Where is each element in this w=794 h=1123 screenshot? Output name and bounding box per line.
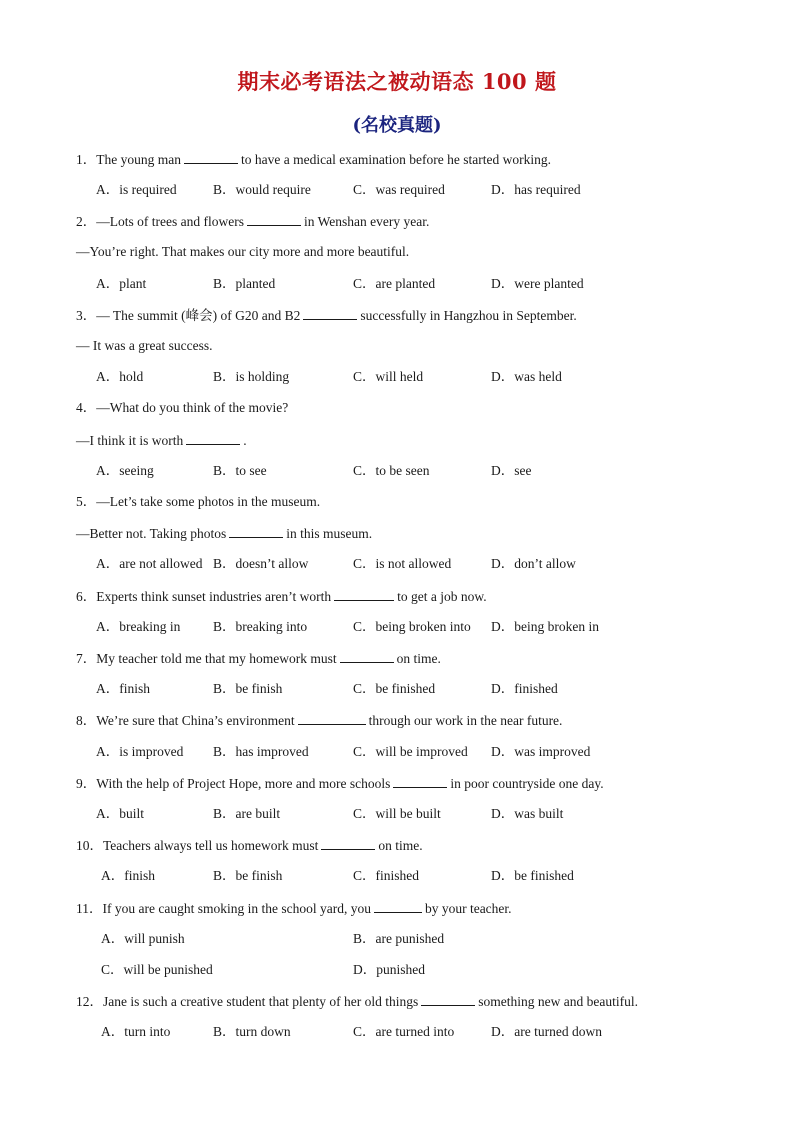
dialogue-reply: — It was a great success.	[76, 338, 213, 353]
option-b[interactable]: B．planted	[213, 276, 276, 291]
option-b[interactable]: B．would require	[213, 182, 311, 197]
answer-blank	[247, 212, 301, 226]
question-text: My teacher told me that my homework must	[96, 651, 337, 666]
question-number: 2．	[76, 214, 97, 229]
option-c[interactable]: C．will be punished	[101, 962, 213, 977]
option-b[interactable]: B．to see	[213, 463, 267, 478]
option-c[interactable]: C．are turned into	[353, 1024, 455, 1039]
dialogue-reply: —You’re right. That makes our city more and more beautiful.	[76, 244, 410, 259]
question-number: 10．	[76, 838, 103, 853]
option-a[interactable]: A．is required	[96, 182, 177, 197]
reply-text: .	[243, 433, 247, 448]
option-c[interactable]: C．will be improved	[353, 744, 468, 759]
question-7	[76, 649, 441, 668]
option-b[interactable]: B．are punished	[353, 931, 445, 946]
question-text: —Lots of trees and flowers	[96, 214, 244, 229]
option-a[interactable]: A．finish	[101, 868, 155, 883]
question-text: —What do you think of the movie?	[96, 400, 289, 415]
option-d[interactable]: D．be finished	[491, 868, 574, 883]
option-c[interactable]: C．was required	[353, 182, 445, 197]
option-a[interactable]: A．seeing	[96, 463, 154, 478]
question-12	[76, 992, 638, 1011]
answer-blank	[321, 836, 375, 850]
option-a[interactable]: A．built	[96, 806, 145, 821]
answer-blank	[298, 711, 366, 725]
question-text: something new and beautiful.	[478, 994, 639, 1009]
option-a[interactable]: A．plant	[96, 276, 147, 291]
question-text: Teachers always tell us homework must	[103, 838, 319, 853]
option-c[interactable]: C．finished	[353, 868, 419, 883]
option-b[interactable]: B．has improved	[213, 744, 309, 759]
option-d[interactable]: D．don’t allow	[491, 556, 576, 571]
question-text: successfully in Hangzhou in September.	[360, 308, 577, 323]
question-6	[76, 587, 487, 606]
question-text: on time.	[396, 651, 441, 666]
option-d[interactable]: D．punished	[353, 962, 425, 977]
question-text: through our work in the near future.	[368, 713, 563, 728]
answer-blank	[374, 899, 422, 913]
question-text: If you are caught smoking in the school yard, you	[102, 901, 371, 916]
option-d[interactable]: D．see	[491, 463, 532, 478]
option-d[interactable]: D．was improved	[491, 744, 591, 759]
question-text: Experts think sunset industries aren’t worth	[96, 589, 332, 604]
question-number: 6．	[76, 589, 97, 604]
option-c[interactable]: C．is not allowed	[353, 556, 452, 571]
question-text: —Let’s take some photos in the museum.	[96, 494, 321, 509]
option-a[interactable]: A．turn into	[101, 1024, 171, 1039]
question-number: 3．	[76, 308, 97, 323]
option-c[interactable]: C．are planted	[353, 276, 436, 291]
question-11	[76, 899, 512, 918]
option-b[interactable]: B．be finish	[213, 681, 283, 696]
question-number: 11．	[76, 901, 103, 916]
reply-text: —I think it is worth	[76, 433, 184, 448]
question-text: Jane is such a creative student that plenty of her old things	[103, 994, 419, 1009]
option-b[interactable]: B．doesn’t allow	[213, 556, 309, 571]
question-8	[76, 711, 562, 730]
option-c[interactable]: C．be finished	[353, 681, 436, 696]
question-text: in poor countryside one day.	[450, 776, 604, 791]
option-d[interactable]: D．finished	[491, 681, 558, 696]
question-number: 5．	[76, 494, 97, 509]
option-a[interactable]: A．is improved	[96, 744, 184, 759]
answer-blank	[184, 150, 238, 164]
option-b[interactable]: B．turn down	[213, 1024, 291, 1039]
question-3	[76, 306, 577, 325]
answer-blank	[340, 649, 394, 663]
page-title: 期末必考语法之被动语态 100 题	[237, 69, 557, 94]
question-5	[76, 493, 320, 511]
question-text: We’re sure that China’s environment	[96, 713, 295, 728]
question-2	[76, 212, 429, 231]
question-text: in Wenshan every year.	[303, 214, 430, 229]
question-text: With the help of Project Hope, more and more schools	[96, 776, 391, 791]
option-c[interactable]: C．being broken into	[353, 619, 471, 634]
answer-blank	[393, 774, 447, 788]
question-number: 4．	[76, 400, 97, 415]
question-number: 7．	[76, 651, 97, 666]
question-text: The young man	[96, 152, 181, 167]
option-a[interactable]: A．hold	[96, 369, 144, 384]
option-c[interactable]: C．will be built	[353, 806, 441, 821]
dialogue-reply	[76, 431, 247, 450]
page-subtitle: (名校真题)	[352, 115, 442, 136]
option-b[interactable]: B．be finish	[213, 868, 283, 883]
answer-blank	[303, 306, 357, 320]
question-number: 1．	[76, 152, 97, 167]
question-text: on time.	[378, 838, 423, 853]
option-b[interactable]: B．breaking into	[213, 619, 308, 634]
answer-blank	[186, 431, 240, 445]
question-4	[76, 399, 288, 417]
question-10	[76, 836, 423, 855]
option-d[interactable]: D．has required	[491, 182, 581, 197]
option-c[interactable]: C．will held	[353, 369, 424, 384]
option-d[interactable]: D．are turned down	[491, 1024, 602, 1039]
option-b[interactable]: B．are built	[213, 806, 281, 821]
question-number: 9．	[76, 776, 97, 791]
question-text: to get a job now.	[397, 589, 487, 604]
option-c[interactable]: C．to be seen	[353, 463, 430, 478]
option-a[interactable]: A．breaking in	[96, 619, 181, 634]
question-number: 8．	[76, 713, 97, 728]
option-d[interactable]: D．was held	[491, 369, 562, 384]
option-a[interactable]: A．will punish	[101, 931, 185, 946]
answer-blank	[421, 992, 475, 1006]
reply-text: —Better not. Taking photos	[76, 526, 227, 541]
question-text: to have a medical examination before he started working.	[240, 152, 551, 167]
option-d[interactable]: D．was built	[491, 806, 564, 821]
option-a[interactable]: A．finish	[96, 681, 150, 696]
reply-text: in this museum.	[286, 526, 373, 541]
option-a[interactable]: A．are not allowed	[96, 556, 203, 571]
option-b[interactable]: B．is holding	[213, 369, 290, 384]
option-d[interactable]: D．being broken in	[491, 619, 599, 634]
question-1	[76, 150, 551, 169]
question-9	[76, 774, 604, 793]
question-text: by your teacher.	[424, 901, 512, 916]
answer-blank	[334, 587, 394, 601]
question-number: 12．	[76, 994, 103, 1009]
dialogue-reply	[76, 524, 372, 543]
question-text: — The summit (峰会) of G20 and B2	[96, 308, 301, 323]
option-d[interactable]: D．were planted	[491, 276, 584, 291]
answer-blank	[229, 524, 283, 538]
